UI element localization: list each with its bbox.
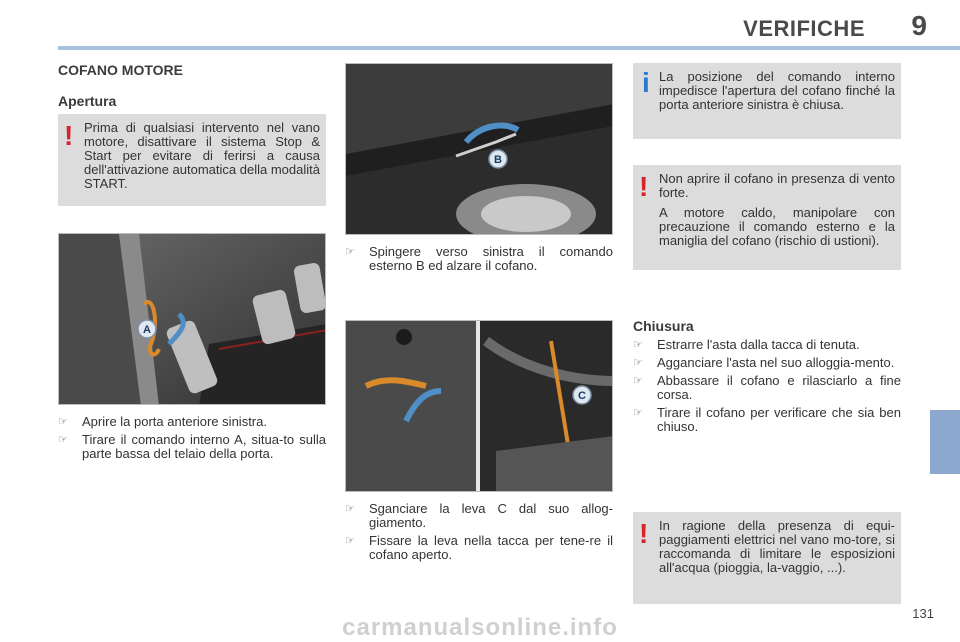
apertura-heading: Apertura xyxy=(58,93,117,109)
chapter-title: VERIFICHE xyxy=(743,16,865,41)
warning-text: Prima di qualsiasi intervento nel vano motore, disattivare il sistema Stop & Start per evitare di ferirsi a causa dell'attivazione automatica della modalità START. xyxy=(84,120,320,191)
list-item: ☞ Aprire la porta anteriore sinistra. xyxy=(58,414,267,429)
list-item: ☞ Fissare la leva nella tacca per tene-re il cofano aperto. xyxy=(345,533,613,562)
info-box-door-position xyxy=(633,63,901,139)
warning-box-wind-heat xyxy=(633,165,901,270)
warning-box-water-exposure xyxy=(633,512,901,604)
step-lever-b xyxy=(345,245,613,277)
watermark: carmanualsonline.info xyxy=(342,614,618,641)
label-b: B xyxy=(494,154,502,166)
info-icon: i xyxy=(642,67,650,98)
finger-bullet-icon: ☞ xyxy=(345,535,355,547)
finger-bullet-icon: ☞ xyxy=(633,375,643,387)
header-rule xyxy=(58,46,960,50)
warning-box-stop-start xyxy=(58,114,326,206)
warning-text-wind: Non aprire il cofano in presenza di vento forte. xyxy=(659,171,895,200)
list-item: ☞ Spingere verso sinistra il comando esterno B ed alzare il cofano. xyxy=(345,244,613,273)
chiusura-steps xyxy=(633,338,901,438)
list-item: ☞ Tirare il cofano per verificare che sia ben chiuso. xyxy=(633,405,901,434)
label-a: A xyxy=(143,324,151,336)
chapter-side-tab[interactable] xyxy=(930,410,960,474)
finger-bullet-icon: ☞ xyxy=(345,246,355,258)
finger-bullet-icon: ☞ xyxy=(58,416,68,428)
section-title: COFANO MOTORE xyxy=(58,62,183,78)
photo-pedals-lever-a xyxy=(58,233,326,405)
steps-lever-c xyxy=(345,502,613,566)
info-text: La posizione del comando interno impedisce l'apertura del cofano finché la porta anteriore sinistra è chiusa. xyxy=(659,69,895,112)
list-item: ☞ Tirare il comando interno A, situa-to sulla parte bassa del telaio della porta. xyxy=(58,432,326,461)
warning-icon: ! xyxy=(64,120,74,151)
list-item: ☞ Abbassare il cofano e rilasciarlo a fine corsa. xyxy=(633,373,901,402)
finger-bullet-icon: ☞ xyxy=(345,503,355,515)
warning-icon: ! xyxy=(639,518,649,549)
photo-hood-prop-c xyxy=(345,320,613,492)
list-item: ☞ Agganciare l'asta nel suo alloggia-mento. xyxy=(633,355,895,370)
page-number: 131 xyxy=(912,606,934,621)
photo-external-lever-b xyxy=(345,63,613,235)
list-item: ☞ Estrarre l'asta dalla tacca di tenuta. xyxy=(633,337,860,352)
finger-bullet-icon: ☞ xyxy=(633,339,643,351)
finger-bullet-icon: ☞ xyxy=(633,407,643,419)
warning-icon: ! xyxy=(639,171,649,202)
finger-bullet-icon: ☞ xyxy=(633,357,643,369)
warning-text-hot-engine: A motore caldo, manipolare con precauzione il comando esterno e la maniglia del cofano (rischio di ustioni). xyxy=(659,205,895,248)
warning-text: In ragione della presenza di equi-paggiamenti elettrici nel vano mo-tore, si raccomanda di limitare le esposizioni all'acqua (pioggia, la-vaggio, ...). xyxy=(659,518,895,575)
chiusura-heading: Chiusura xyxy=(633,318,694,334)
label-c: C xyxy=(578,390,586,402)
apertura-steps xyxy=(58,415,326,465)
finger-bullet-icon: ☞ xyxy=(58,434,68,446)
list-item: ☞ Sganciare la leva C dal suo allog-giamento. xyxy=(345,501,613,530)
chapter-number: 9 xyxy=(911,10,927,41)
